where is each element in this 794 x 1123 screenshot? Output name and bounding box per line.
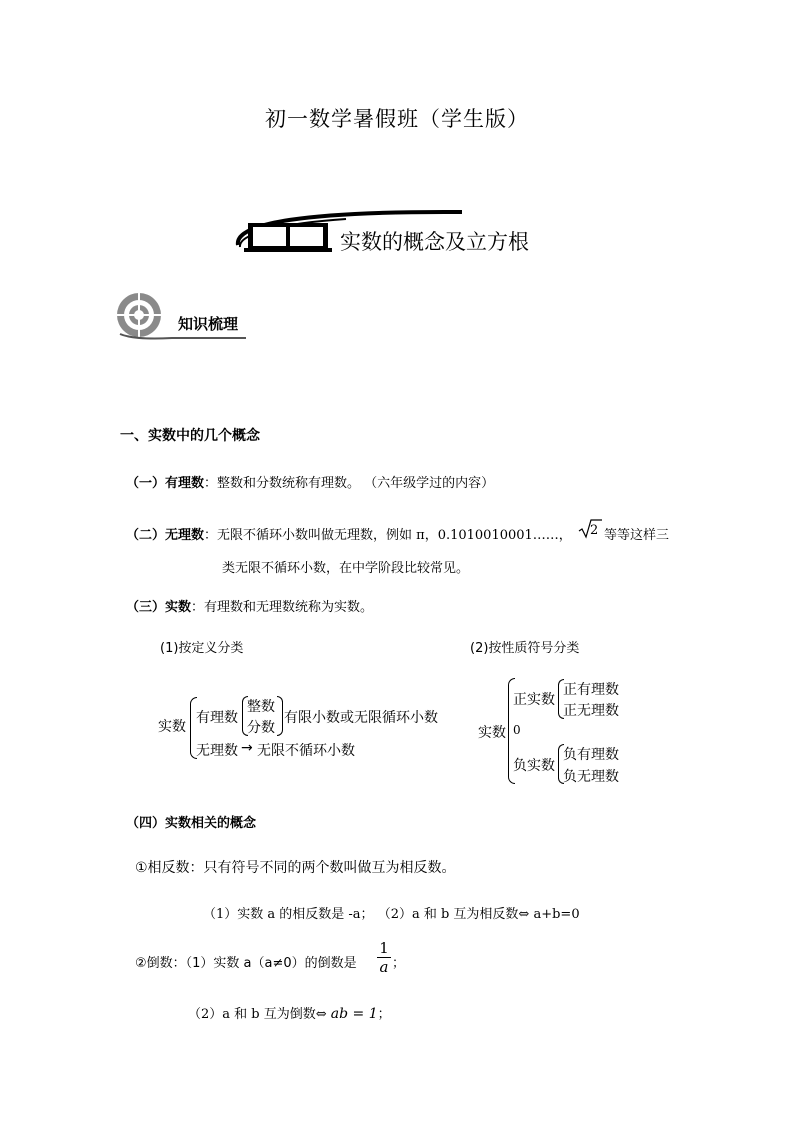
- classify1-irrational: 无理数: [196, 743, 238, 759]
- opposite-definition: ①相反数：只有符号不同的两个数叫做互为相反数。: [135, 860, 456, 876]
- classify2-caption: (2)按性质符号分类: [470, 641, 580, 656]
- classify2-pos-rational: 正有理数: [563, 682, 619, 698]
- sqrt-radicand: 2: [590, 523, 599, 538]
- classify1-rational-brace-right: [277, 696, 283, 736]
- classify2-root: 实数: [478, 725, 506, 741]
- chapter-title: 实数的概念及立方根: [340, 230, 529, 254]
- reciprocal-definition: ②倒数：（1）实数 a（a≠0）的倒数是: [135, 956, 357, 971]
- real-definition: [126, 596, 373, 615]
- document-title: 初一数学暑假班（学生版）: [265, 107, 529, 131]
- irrational-text: ：无限不循环小数叫做无理数，例如 π，0.1010010001……，: [204, 528, 572, 543]
- section-heading: 一、实数中的几个概念: [120, 428, 260, 444]
- classify1-rational: 有理数: [196, 710, 238, 726]
- classify1-integer: 整数: [247, 699, 275, 715]
- fraction-numerator: 1: [379, 939, 389, 957]
- rational-text: ：整数和分数统称有理数。 （六年级学过的内容）: [204, 476, 495, 491]
- real-text: ：有理数和无理数统称为实数。: [191, 600, 374, 615]
- reciprocal-rule-2: [188, 1003, 391, 1022]
- classify1-arrow: →: [241, 740, 253, 756]
- classify2-pos-irrational: 正无理数: [563, 703, 619, 719]
- real-label: （三）实数: [126, 600, 192, 615]
- classify2-negative: 负实数: [513, 758, 555, 774]
- classify1-root: 实数: [158, 719, 186, 735]
- reciprocal-suffix: ；: [392, 956, 406, 971]
- classify1-caption: (1)按定义分类: [160, 641, 244, 656]
- irrational-text-line2: 类无限不循环小数，在中学阶段比较常见。: [222, 561, 470, 576]
- reciprocal-rule-2-prefix: （2）a 和 b 互为倒数⇔: [188, 1007, 327, 1022]
- irrational-label: （二）无理数: [126, 528, 205, 543]
- reciprocal-rule-2-formula: ab = 1: [330, 1006, 378, 1022]
- rational-label: （一）有理数: [126, 476, 205, 491]
- classify1-fraction: 分数: [247, 720, 275, 736]
- related-concepts-heading: （四）实数相关的概念: [126, 816, 257, 831]
- reciprocal-rule-2-suffix: ；: [377, 1007, 391, 1022]
- classify2-zero: 0: [513, 723, 521, 737]
- classify1-irrational-desc: 无限不循环小数: [257, 743, 355, 759]
- classify2-positive: 正实数: [513, 692, 555, 708]
- irrational-definition: [126, 524, 572, 543]
- classify2-neg-rational: 负有理数: [563, 747, 619, 763]
- irrational-text-after: 等等这样三: [604, 528, 670, 543]
- rational-definition: [126, 472, 494, 491]
- classify2-neg-irrational: 负无理数: [563, 769, 619, 785]
- fraction-denominator: a: [379, 958, 389, 976]
- reciprocal-fraction: [376, 940, 392, 975]
- section-label: 知识梳理: [178, 315, 239, 333]
- classify1-rational-desc: 有限小数或无限循环小数: [284, 710, 438, 726]
- opposite-rule: （1）实数 a 的相反数是 -a； （2）a 和 b 互为相反数⇔ a+b=0: [203, 907, 580, 922]
